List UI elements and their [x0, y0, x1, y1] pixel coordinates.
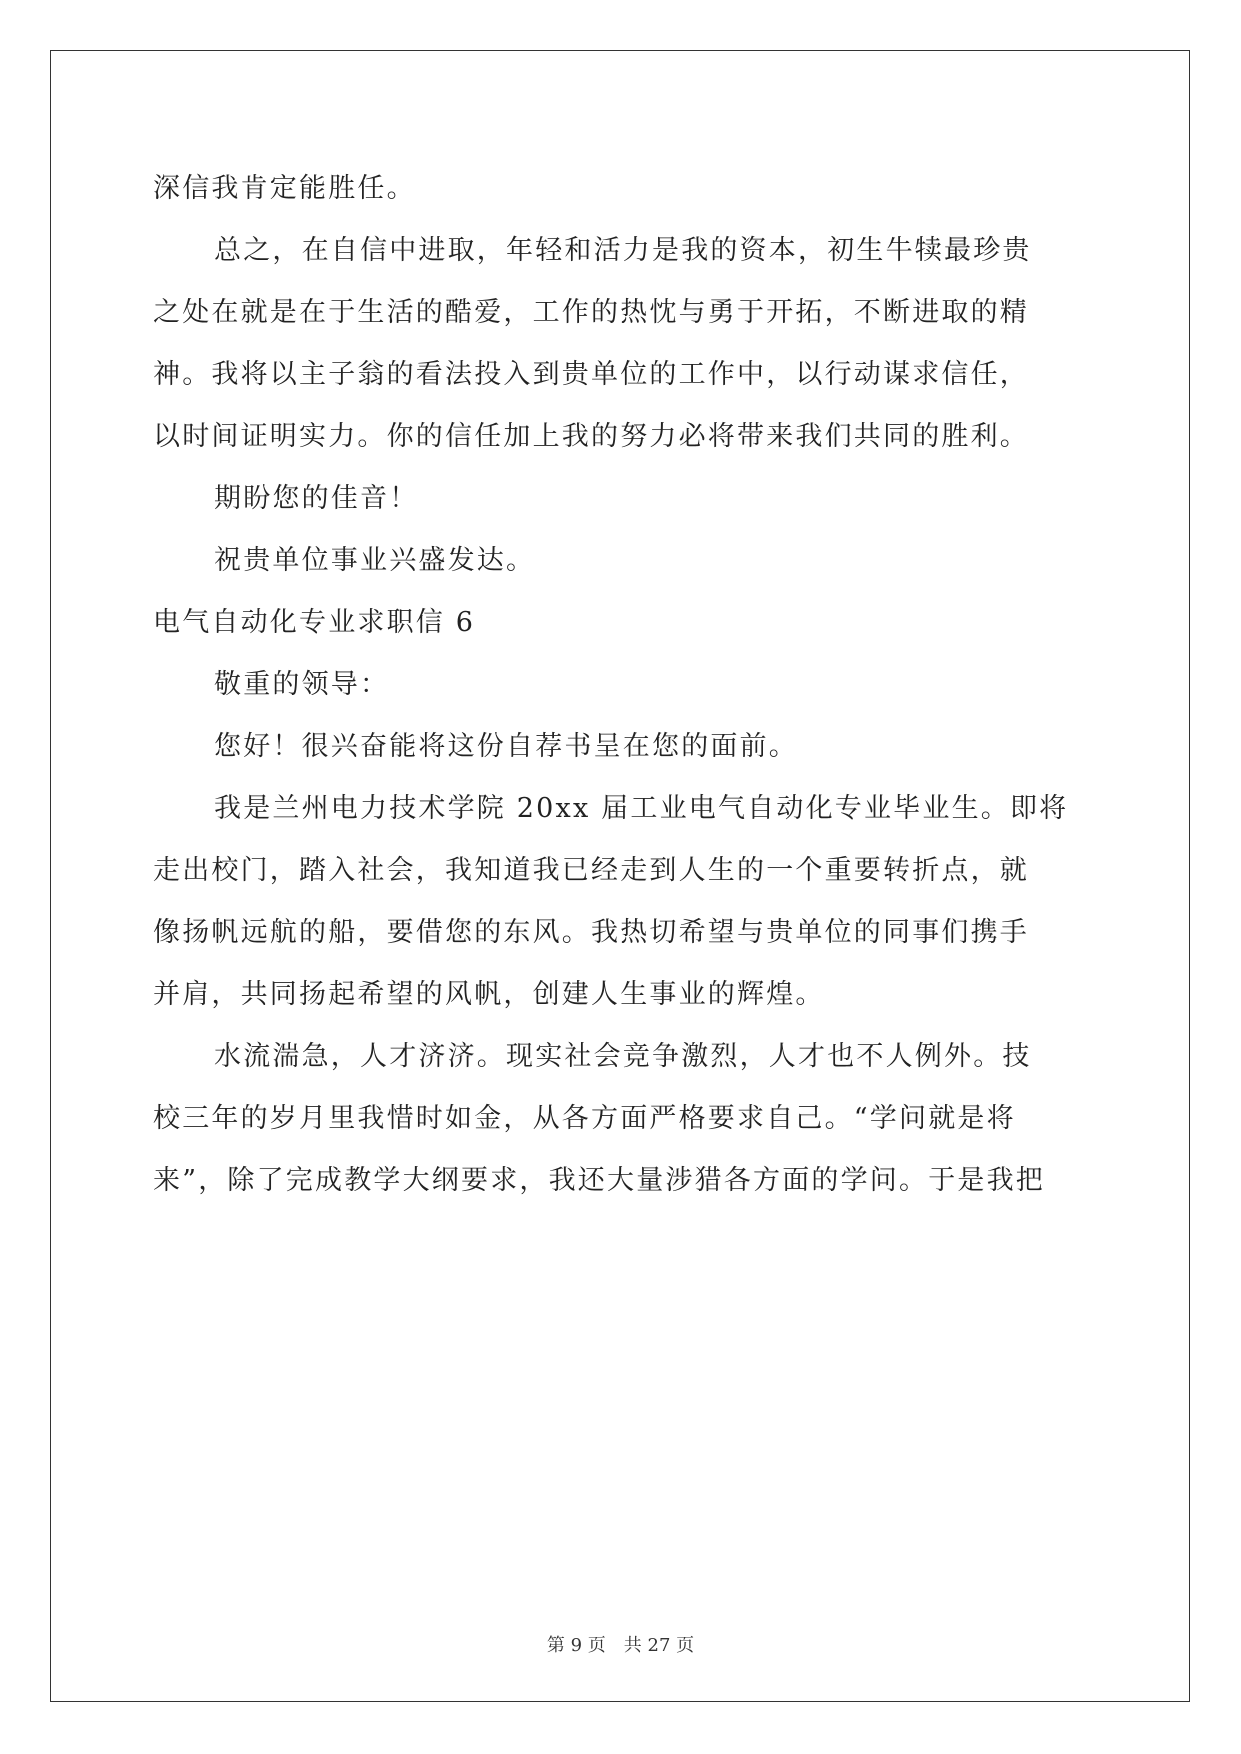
salutation: 敬重的领导：	[214, 669, 390, 700]
text-line: 我是兰州电力技术学院 20xx 届工业电气自动化专业毕业生。即将	[214, 793, 1069, 824]
page-total: 共 27 页	[623, 1635, 695, 1656]
document-body	[153, 158, 1093, 1212]
text-line: 祝贵单位事业兴盛发达。	[214, 545, 536, 576]
text-line: 并肩，共同扬起希望的风帆，创建人生事业的辉煌。	[153, 979, 825, 1010]
text-line: 总之，在自信中进取，年轻和活力是我的资本，初生牛犊最珍贵	[214, 235, 1032, 266]
text-line: 深信我肯定能胜任。	[153, 173, 416, 204]
text-line: 期盼您的佳音！	[214, 483, 419, 514]
page-number: 第 9 页	[546, 1635, 606, 1656]
text-line: 水流湍急，人才济济。现实社会竞争激烈，人才也不人例外。技	[214, 1041, 1032, 1072]
text-line: 之处在就是在于生活的酷爱，工作的热忱与勇于开拓，不断进取的精	[153, 297, 1029, 328]
section-heading: 电气自动化专业求职信 6	[153, 607, 476, 638]
text-line: 像扬帆远航的船，要借您的东风。我热切希望与贵单位的同事们携手	[153, 917, 1029, 948]
text-line: 来”，除了完成教学大纲要求，我还大量涉猎各方面的学问。于是我把	[153, 1165, 1046, 1196]
text-line: 您好！很兴奋能将这份自荐书呈在您的面前。	[214, 731, 798, 762]
text-line: 神。我将以主子翁的看法投入到贵单位的工作中，以行动谋求信任，	[153, 359, 1029, 390]
text-line: 校三年的岁月里我惜时如金，从各方面严格要求自己。“学问就是将	[153, 1103, 1016, 1134]
text-line: 走出校门，踏入社会，我知道我已经走到人生的一个重要转折点，就	[153, 855, 1029, 886]
page-footer	[0, 1634, 1241, 1658]
text-line: 以时间证明实力。你的信任加上我的努力必将带来我们共同的胜利。	[153, 421, 1029, 452]
